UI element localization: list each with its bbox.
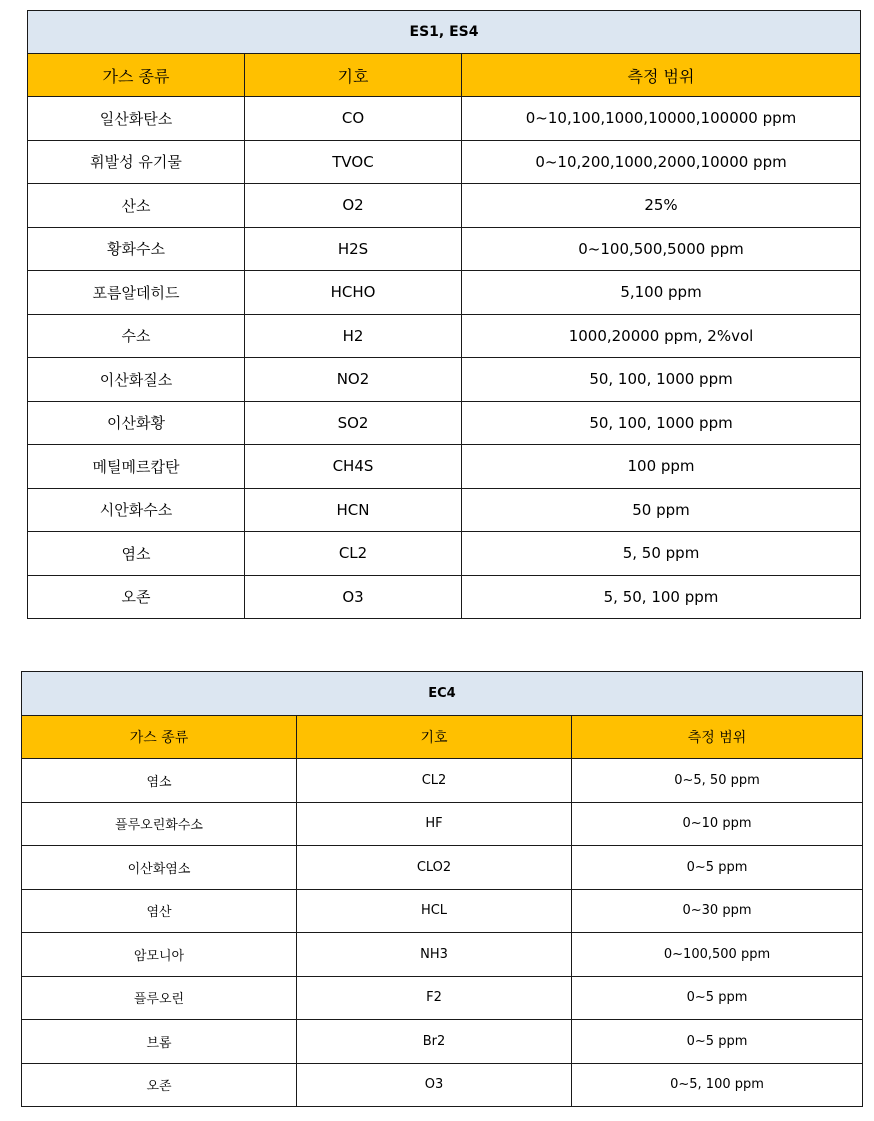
table-row (28, 445, 861, 489)
cell-range: 0~5, 50 ppm (572, 759, 863, 803)
cell-gas-name: 암모니아 (22, 933, 297, 977)
cell-symbol: O3 (245, 575, 462, 619)
table-row (22, 976, 863, 1020)
table-row (28, 358, 861, 402)
cell-range: 0~5 ppm (572, 976, 863, 1020)
table-title: ES1, ES4 (28, 11, 861, 54)
cell-gas-name: 휘발성 유기물 (28, 140, 245, 184)
cell-range: 0~100,500 ppm (572, 933, 863, 977)
table-row (22, 846, 863, 890)
cell-gas-name: 메틸메르캅탄 (28, 445, 245, 489)
cell-symbol: HCHO (245, 271, 462, 315)
table-row (22, 933, 863, 977)
table-row (28, 97, 861, 141)
cell-range: 0~30 ppm (572, 889, 863, 933)
cell-symbol: O3 (297, 1063, 572, 1107)
cell-range: 25% (462, 184, 861, 228)
table-row (28, 140, 861, 184)
cell-symbol: Br2 (297, 1020, 572, 1064)
table-row (22, 802, 863, 846)
table-row (28, 488, 861, 532)
column-header-range: 측정 범위 (462, 54, 861, 97)
cell-gas-name: 염산 (22, 889, 297, 933)
cell-symbol: H2 (245, 314, 462, 358)
cell-range: 0~10 ppm (572, 802, 863, 846)
column-header-gas-type: 가스 종류 (28, 54, 245, 97)
cell-symbol: H2S (245, 227, 462, 271)
cell-symbol: HCL (297, 889, 572, 933)
cell-gas-name: 황화수소 (28, 227, 245, 271)
table-header-row (22, 716, 863, 759)
table-row (22, 759, 863, 803)
table-row (28, 575, 861, 619)
cell-symbol: CL2 (297, 759, 572, 803)
cell-gas-name: 산소 (28, 184, 245, 228)
table-title: EC4 (22, 672, 863, 716)
cell-gas-name: 수소 (28, 314, 245, 358)
cell-gas-name: 오존 (22, 1063, 297, 1107)
table-row (22, 1063, 863, 1107)
gas-table-body (28, 11, 861, 619)
cell-symbol: O2 (245, 184, 462, 228)
cell-range: 50 ppm (462, 488, 861, 532)
table-row (22, 1020, 863, 1064)
cell-range: 0~100,500,5000 ppm (462, 227, 861, 271)
gas-table-ec4 (21, 671, 863, 1107)
cell-symbol: F2 (297, 976, 572, 1020)
table-row (28, 532, 861, 576)
cell-symbol: NH3 (297, 933, 572, 977)
cell-range: 5, 50, 100 ppm (462, 575, 861, 619)
cell-range: 0~10,100,1000,10000,100000 ppm (462, 97, 861, 141)
table-row (28, 227, 861, 271)
cell-gas-name: 시안화수소 (28, 488, 245, 532)
cell-symbol: CO (245, 97, 462, 141)
table-title-row (28, 11, 861, 54)
cell-range: 5, 50 ppm (462, 532, 861, 576)
cell-gas-name: 염소 (22, 759, 297, 803)
cell-range: 0~10,200,1000,2000,10000 ppm (462, 140, 861, 184)
gas-table-es1-es4 (27, 10, 861, 619)
column-header-gas-type: 가스 종류 (22, 716, 297, 759)
cell-symbol: CL2 (245, 532, 462, 576)
cell-range: 1000,20000 ppm, 2%vol (462, 314, 861, 358)
cell-range: 50, 100, 1000 ppm (462, 358, 861, 402)
table-row (22, 889, 863, 933)
table-row (28, 271, 861, 315)
table-title-row (22, 672, 863, 716)
cell-range: 0~5 ppm (572, 846, 863, 890)
cell-range: 100 ppm (462, 445, 861, 489)
cell-gas-name: 이산화염소 (22, 846, 297, 890)
cell-symbol: TVOC (245, 140, 462, 184)
column-header-symbol: 기호 (245, 54, 462, 97)
cell-gas-name: 플루오린화수소 (22, 802, 297, 846)
cell-gas-name: 오존 (28, 575, 245, 619)
cell-gas-name: 포름알데히드 (28, 271, 245, 315)
cell-range: 0~5, 100 ppm (572, 1063, 863, 1107)
cell-gas-name: 이산화황 (28, 401, 245, 445)
cell-symbol: NO2 (245, 358, 462, 402)
cell-gas-name: 일산화탄소 (28, 97, 245, 141)
column-header-range: 측정 범위 (572, 716, 863, 759)
table-row (28, 184, 861, 228)
cell-symbol: CH4S (245, 445, 462, 489)
cell-range: 5,100 ppm (462, 271, 861, 315)
table-row (28, 401, 861, 445)
cell-gas-name: 염소 (28, 532, 245, 576)
cell-symbol: SO2 (245, 401, 462, 445)
cell-gas-name: 플루오린 (22, 976, 297, 1020)
cell-gas-name: 브롬 (22, 1020, 297, 1064)
cell-symbol: HF (297, 802, 572, 846)
gas-table-body (22, 672, 863, 1107)
table-row (28, 314, 861, 358)
cell-symbol: HCN (245, 488, 462, 532)
cell-symbol: CLO2 (297, 846, 572, 890)
column-header-symbol: 기호 (297, 716, 572, 759)
cell-range: 50, 100, 1000 ppm (462, 401, 861, 445)
cell-range: 0~5 ppm (572, 1020, 863, 1064)
cell-gas-name: 이산화질소 (28, 358, 245, 402)
table-header-row (28, 54, 861, 97)
